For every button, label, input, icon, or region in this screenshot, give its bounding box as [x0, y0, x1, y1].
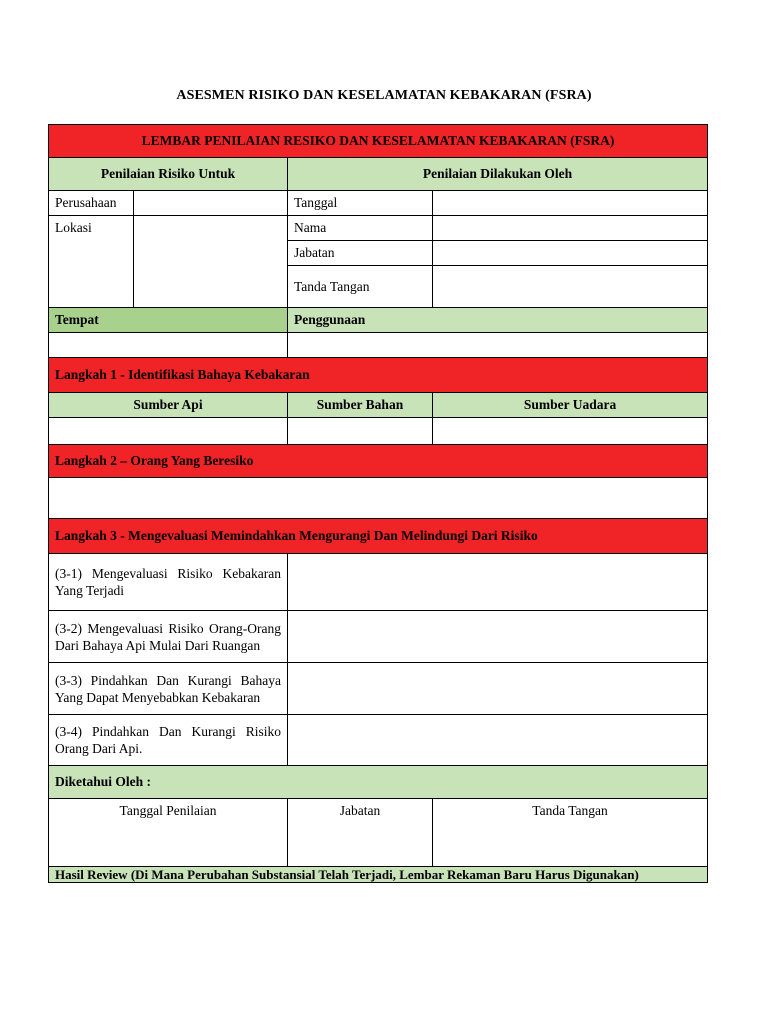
ack-position-header[interactable]: Jabatan	[288, 799, 433, 867]
step3-item-2: (3-2) Mengevaluasi Risiko Orang-Orang Dari Bahaya Api Mulai Dari Ruangan	[49, 611, 288, 663]
position-field[interactable]	[433, 241, 708, 266]
step3-title: Langkah 3 - Mengevaluasi Memindahkan Mengurangi Dan Melindungi Dari Risiko	[49, 519, 708, 554]
people-at-risk-field[interactable]	[49, 478, 708, 519]
signature-label: Tanda Tangan	[288, 266, 433, 308]
fsra-form-table	[48, 124, 708, 883]
date-label: Tanggal	[288, 191, 433, 216]
assessment-date-header[interactable]: Tanggal Penilaian	[49, 799, 288, 867]
form-header: LEMBAR PENILAIAN RESIKO DAN KESELAMATAN KEBAKARAN (FSRA)	[49, 125, 708, 158]
step3-item-2-field[interactable]	[288, 611, 708, 663]
usage-label: Penggunaan	[288, 308, 708, 333]
air-source-header: Sumber Uadara	[433, 393, 708, 418]
step3-item-4: (3-4) Pindahkan Dan Kurangi Risiko Orang Dari Api.	[49, 715, 288, 766]
name-field[interactable]	[433, 216, 708, 241]
date-field[interactable]	[433, 191, 708, 216]
step3-item-3-field[interactable]	[288, 663, 708, 715]
assessment-by-header: Penilaian Dilakukan Oleh	[288, 158, 708, 191]
name-label: Nama	[288, 216, 433, 241]
step3-item-1: (3-1) Mengevaluasi Risiko Kebakaran Yang Terjadi	[49, 554, 288, 611]
usage-field[interactable]	[288, 333, 708, 358]
location-label: Lokasi	[49, 216, 134, 308]
step3-item-1-field[interactable]	[288, 554, 708, 611]
step3-item-3: (3-3) Pindahkan Dan Kurangi Bahaya Yang Dapat Menyebabkan Kebakaran	[49, 663, 288, 715]
company-field[interactable]	[134, 191, 288, 216]
air-source-field[interactable]	[433, 418, 708, 445]
assessment-for-header: Penilaian Risiko Untuk	[49, 158, 288, 191]
fire-source-field[interactable]	[49, 418, 288, 445]
signature-field[interactable]	[433, 266, 708, 308]
step3-item-4-field[interactable]	[288, 715, 708, 766]
acknowledged-title: Diketahui Oleh :	[49, 766, 708, 799]
place-field[interactable]	[49, 333, 288, 358]
location-field[interactable]	[134, 216, 288, 308]
fire-source-header: Sumber Api	[49, 393, 288, 418]
step2-title: Langkah 2 – Orang Yang Beresiko	[49, 445, 708, 478]
position-label: Jabatan	[288, 241, 433, 266]
ack-signature-header[interactable]: Tanda Tangan	[433, 799, 708, 867]
review-note: Hasil Review (Di Mana Perubahan Substansial Telah Terjadi, Lembar Rekaman Baru Harus Digunakan)	[49, 867, 708, 883]
step1-title: Langkah 1 - Identifikasi Bahaya Kebakaran	[49, 358, 708, 393]
place-label: Tempat	[49, 308, 288, 333]
company-label: Perusahaan	[49, 191, 134, 216]
fuel-source-header: Sumber Bahan	[288, 393, 433, 418]
document-title: ASESMEN RISIKO DAN KESELAMATAN KEBAKARAN (FSRA)	[176, 88, 592, 103]
fuel-source-field[interactable]	[288, 418, 433, 445]
